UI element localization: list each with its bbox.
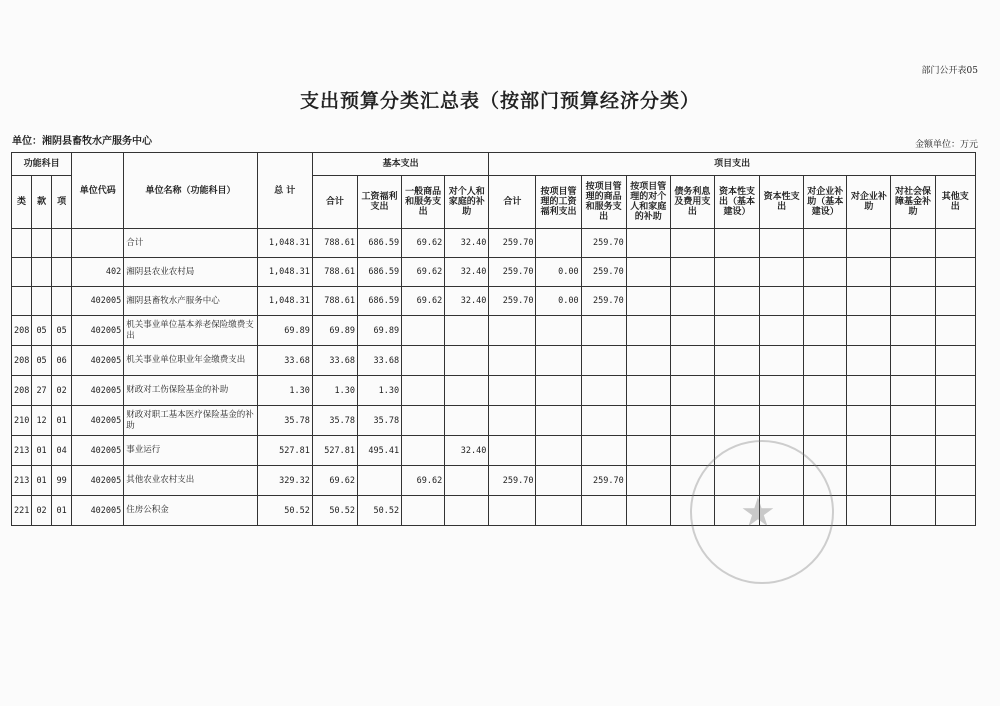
cell-total: 1,048.31 [257, 287, 312, 316]
cell-kuan: 01 [32, 436, 52, 466]
cell-total: 35.78 [257, 406, 312, 436]
cell-lei: 208 [12, 376, 32, 406]
cell-code: 402005 [72, 376, 124, 406]
cell-empty [760, 346, 804, 376]
cell-empty [626, 316, 670, 346]
cell-kuan: 01 [32, 466, 52, 496]
cell-empty [935, 436, 975, 466]
cell-empty [626, 406, 670, 436]
cell-total: 329.32 [257, 466, 312, 496]
cell-p-goods [581, 316, 626, 346]
cell-total: 69.89 [257, 316, 312, 346]
cell-p-goods: 259.70 [581, 287, 626, 316]
cell-xiang [52, 229, 72, 258]
cell-p-goods: 259.70 [581, 229, 626, 258]
cell-b-family: 32.40 [445, 258, 489, 287]
cell-empty [804, 406, 847, 436]
cell-b-family: 32.40 [445, 287, 489, 316]
cell-empty [935, 376, 975, 406]
cell-b-wage: 686.59 [357, 287, 401, 316]
cell-empty [714, 406, 759, 436]
header-project-col: 合计 [489, 176, 536, 229]
cell-p-wage [536, 376, 581, 406]
cell-code: 402005 [72, 346, 124, 376]
cell-kuan [32, 287, 52, 316]
cell-empty [847, 436, 891, 466]
cell-p-total: 259.70 [489, 258, 536, 287]
cell-lei [12, 229, 32, 258]
cell-b-total: 788.61 [312, 229, 357, 258]
cell-p-wage [536, 496, 581, 526]
header-unit-name: 单位名称（功能科目） [124, 153, 257, 229]
cell-name: 财政对职工基本医疗保险基金的补助 [124, 406, 257, 436]
cell-xiang: 02 [52, 376, 72, 406]
cell-b-goods [402, 436, 445, 466]
cell-b-wage: 1.30 [357, 376, 401, 406]
cell-empty [626, 346, 670, 376]
cell-b-wage: 686.59 [357, 229, 401, 258]
cell-name: 住房公积金 [124, 496, 257, 526]
cell-code: 402005 [72, 466, 124, 496]
cell-kuan [32, 258, 52, 287]
cell-total: 50.52 [257, 496, 312, 526]
header-basic-col: 对个人和家庭的补助 [445, 176, 489, 229]
cell-lei [12, 287, 32, 316]
cell-empty [891, 346, 935, 376]
seal-star-icon: ★ [740, 490, 776, 536]
cell-empty [891, 229, 935, 258]
cell-empty [804, 229, 847, 258]
table-row [12, 376, 976, 406]
cell-b-goods [402, 316, 445, 346]
cell-empty [714, 316, 759, 346]
cell-kuan: 05 [32, 346, 52, 376]
cell-b-total: 50.52 [312, 496, 357, 526]
cell-b-wage: 686.59 [357, 258, 401, 287]
cell-kuan: 02 [32, 496, 52, 526]
cell-b-wage: 495.41 [357, 436, 401, 466]
cell-b-wage: 50.52 [357, 496, 401, 526]
cell-name: 合计 [124, 229, 257, 258]
cell-b-goods [402, 346, 445, 376]
cell-empty [760, 316, 804, 346]
cell-p-total [489, 316, 536, 346]
cell-name: 机关事业单位基本养老保险缴费支出 [124, 316, 257, 346]
cell-empty [935, 229, 975, 258]
cell-empty [714, 346, 759, 376]
table-row [12, 287, 976, 316]
cell-empty [847, 496, 891, 526]
header-kuan: 款 [32, 176, 52, 229]
cell-b-goods: 69.62 [402, 466, 445, 496]
header-basic-col: 工资福利支出 [357, 176, 401, 229]
cell-name: 湘阴县农业农村局 [124, 258, 257, 287]
cell-empty [714, 229, 759, 258]
cell-empty [714, 258, 759, 287]
header-func-subject: 功能科目 [12, 153, 72, 176]
cell-kuan: 12 [32, 406, 52, 436]
cell-code [72, 229, 124, 258]
cell-name: 湘阴县畜牧水产服务中心 [124, 287, 257, 316]
cell-empty [626, 496, 670, 526]
cell-name: 事业运行 [124, 436, 257, 466]
table-row [12, 258, 976, 287]
cell-empty [847, 406, 891, 436]
cell-empty [847, 466, 891, 496]
cell-total: 527.81 [257, 436, 312, 466]
header-project-col: 资本性支出（基本建设） [714, 176, 759, 229]
cell-xiang [52, 258, 72, 287]
table-row [12, 436, 976, 466]
cell-empty [670, 376, 714, 406]
cell-b-goods: 69.62 [402, 287, 445, 316]
cell-p-total [489, 496, 536, 526]
cell-empty [626, 229, 670, 258]
cell-xiang: 01 [52, 496, 72, 526]
cell-p-total [489, 406, 536, 436]
header-unit-code: 单位代码 [72, 153, 124, 229]
cell-p-goods [581, 376, 626, 406]
cell-total: 1,048.31 [257, 229, 312, 258]
table-row [12, 406, 976, 436]
cell-p-wage [536, 346, 581, 376]
unit-label: 单位：湘阴县畜牧水产服务中心 [12, 136, 152, 147]
header-basic: 基本支出 [312, 153, 489, 176]
header-lei: 类 [12, 176, 32, 229]
cell-empty [804, 258, 847, 287]
cell-name: 机关事业单位职业年金缴费支出 [124, 346, 257, 376]
cell-empty [847, 376, 891, 406]
cell-b-family: 32.40 [445, 229, 489, 258]
cell-p-goods: 259.70 [581, 466, 626, 496]
cell-empty [935, 316, 975, 346]
cell-b-goods [402, 406, 445, 436]
cell-kuan: 05 [32, 316, 52, 346]
cell-p-total: 259.70 [489, 229, 536, 258]
cell-empty [670, 316, 714, 346]
cell-empty [626, 287, 670, 316]
cell-empty [847, 287, 891, 316]
cell-empty [670, 258, 714, 287]
header-project-col: 其他支出 [935, 176, 975, 229]
cell-p-wage [536, 466, 581, 496]
cell-code: 402005 [72, 287, 124, 316]
cell-total: 1,048.31 [257, 258, 312, 287]
cell-empty [891, 258, 935, 287]
header-project-col: 按项目管理的商品和服务支出 [581, 176, 626, 229]
cell-empty [935, 258, 975, 287]
cell-b-total: 69.89 [312, 316, 357, 346]
cell-code: 402005 [72, 406, 124, 436]
cell-empty [760, 258, 804, 287]
cell-xiang: 06 [52, 346, 72, 376]
cell-b-total: 1.30 [312, 376, 357, 406]
cell-empty [670, 346, 714, 376]
cell-b-wage: 35.78 [357, 406, 401, 436]
cell-kuan: 27 [32, 376, 52, 406]
cell-empty [847, 316, 891, 346]
cell-total: 33.68 [257, 346, 312, 376]
header-basic-col: 合计 [312, 176, 357, 229]
cell-xiang [52, 287, 72, 316]
page-title: 支出预算分类汇总表（按部门预算经济分类） [299, 90, 700, 112]
cell-empty [670, 287, 714, 316]
cell-kuan [32, 229, 52, 258]
cell-code: 402 [72, 258, 124, 287]
cell-code: 402005 [72, 436, 124, 466]
cell-b-family [445, 376, 489, 406]
cell-empty [760, 287, 804, 316]
header-project-col: 按项目管理的对个人和家庭的补助 [626, 176, 670, 229]
cell-name: 财政对工伤保险基金的补助 [124, 376, 257, 406]
cell-p-goods [581, 436, 626, 466]
cell-empty [847, 346, 891, 376]
cell-b-total: 69.62 [312, 466, 357, 496]
cell-p-total [489, 346, 536, 376]
cell-p-wage [536, 436, 581, 466]
cell-empty [714, 376, 759, 406]
cell-empty [626, 466, 670, 496]
cell-xiang: 04 [52, 436, 72, 466]
cell-p-goods [581, 496, 626, 526]
cell-empty [670, 229, 714, 258]
cell-empty [935, 287, 975, 316]
cell-p-wage [536, 406, 581, 436]
cell-b-goods: 69.62 [402, 229, 445, 258]
cell-xiang: 01 [52, 406, 72, 436]
cell-p-goods [581, 406, 626, 436]
cell-empty [760, 229, 804, 258]
cell-empty [804, 287, 847, 316]
cell-empty [891, 496, 935, 526]
cell-p-goods [581, 346, 626, 376]
cell-p-total: 259.70 [489, 466, 536, 496]
budget-table [11, 152, 976, 526]
cell-b-wage: 33.68 [357, 346, 401, 376]
cell-b-family [445, 316, 489, 346]
cell-code: 402005 [72, 496, 124, 526]
table-row [12, 229, 976, 258]
cell-p-wage: 0.00 [536, 287, 581, 316]
cell-empty [626, 436, 670, 466]
cell-b-total: 35.78 [312, 406, 357, 436]
header-project-col: 债务利息及费用支出 [670, 176, 714, 229]
cell-b-wage [357, 466, 401, 496]
cell-empty [935, 346, 975, 376]
cell-lei [12, 258, 32, 287]
cell-name: 其他农业农村支出 [124, 466, 257, 496]
cell-empty [847, 258, 891, 287]
cell-empty [670, 406, 714, 436]
cell-empty [891, 436, 935, 466]
cell-xiang: 05 [52, 316, 72, 346]
cell-lei: 213 [12, 436, 32, 466]
header-xiang: 项 [52, 176, 72, 229]
header-project-col: 对企业补助（基本建设） [804, 176, 847, 229]
cell-p-wage [536, 229, 581, 258]
cell-p-total: 259.70 [489, 287, 536, 316]
cell-empty [804, 376, 847, 406]
cell-empty [714, 287, 759, 316]
cell-b-total: 788.61 [312, 258, 357, 287]
cell-lei: 208 [12, 316, 32, 346]
header-project-col: 资本性支出 [760, 176, 804, 229]
table-row [12, 346, 976, 376]
cell-p-wage: 0.00 [536, 258, 581, 287]
cell-lei: 213 [12, 466, 32, 496]
cell-empty [935, 406, 975, 436]
cell-p-wage [536, 316, 581, 346]
cell-empty [891, 376, 935, 406]
form-code: 部门公开表05 [921, 66, 978, 76]
cell-b-goods: 69.62 [402, 258, 445, 287]
cell-b-goods [402, 496, 445, 526]
cell-empty [760, 376, 804, 406]
cell-lei: 210 [12, 406, 32, 436]
cell-b-wage: 69.89 [357, 316, 401, 346]
cell-empty [760, 406, 804, 436]
cell-b-family: 32.40 [445, 436, 489, 466]
cell-b-family [445, 406, 489, 436]
table-row [12, 316, 976, 346]
cell-empty [626, 376, 670, 406]
cell-b-total: 527.81 [312, 436, 357, 466]
header-basic-col: 一般商品和服务支出 [402, 176, 445, 229]
amount-unit: 金额单位：万元 [914, 140, 978, 150]
cell-lei: 208 [12, 346, 32, 376]
cell-empty [804, 316, 847, 346]
cell-empty [847, 229, 891, 258]
cell-xiang: 99 [52, 466, 72, 496]
cell-empty [935, 496, 975, 526]
cell-empty [891, 466, 935, 496]
header-project-col: 对企业补助 [847, 176, 891, 229]
cell-p-goods: 259.70 [581, 258, 626, 287]
cell-empty [891, 316, 935, 346]
header-project-col: 按项目管理的工资福利支出 [536, 176, 581, 229]
cell-p-total [489, 436, 536, 466]
cell-b-total: 33.68 [312, 346, 357, 376]
cell-total: 1.30 [257, 376, 312, 406]
header-project-col: 对社会保障基金补助 [891, 176, 935, 229]
cell-b-family [445, 346, 489, 376]
cell-empty [804, 346, 847, 376]
cell-b-total: 788.61 [312, 287, 357, 316]
cell-b-family [445, 466, 489, 496]
header-total: 总 计 [257, 153, 312, 229]
cell-lei: 221 [12, 496, 32, 526]
cell-empty [891, 406, 935, 436]
cell-p-total [489, 376, 536, 406]
cell-code: 402005 [72, 316, 124, 346]
cell-empty [670, 436, 714, 466]
header-project: 项目支出 [489, 153, 976, 176]
cell-b-goods [402, 376, 445, 406]
cell-empty [935, 466, 975, 496]
cell-b-family [445, 496, 489, 526]
cell-empty [891, 287, 935, 316]
cell-empty [626, 258, 670, 287]
